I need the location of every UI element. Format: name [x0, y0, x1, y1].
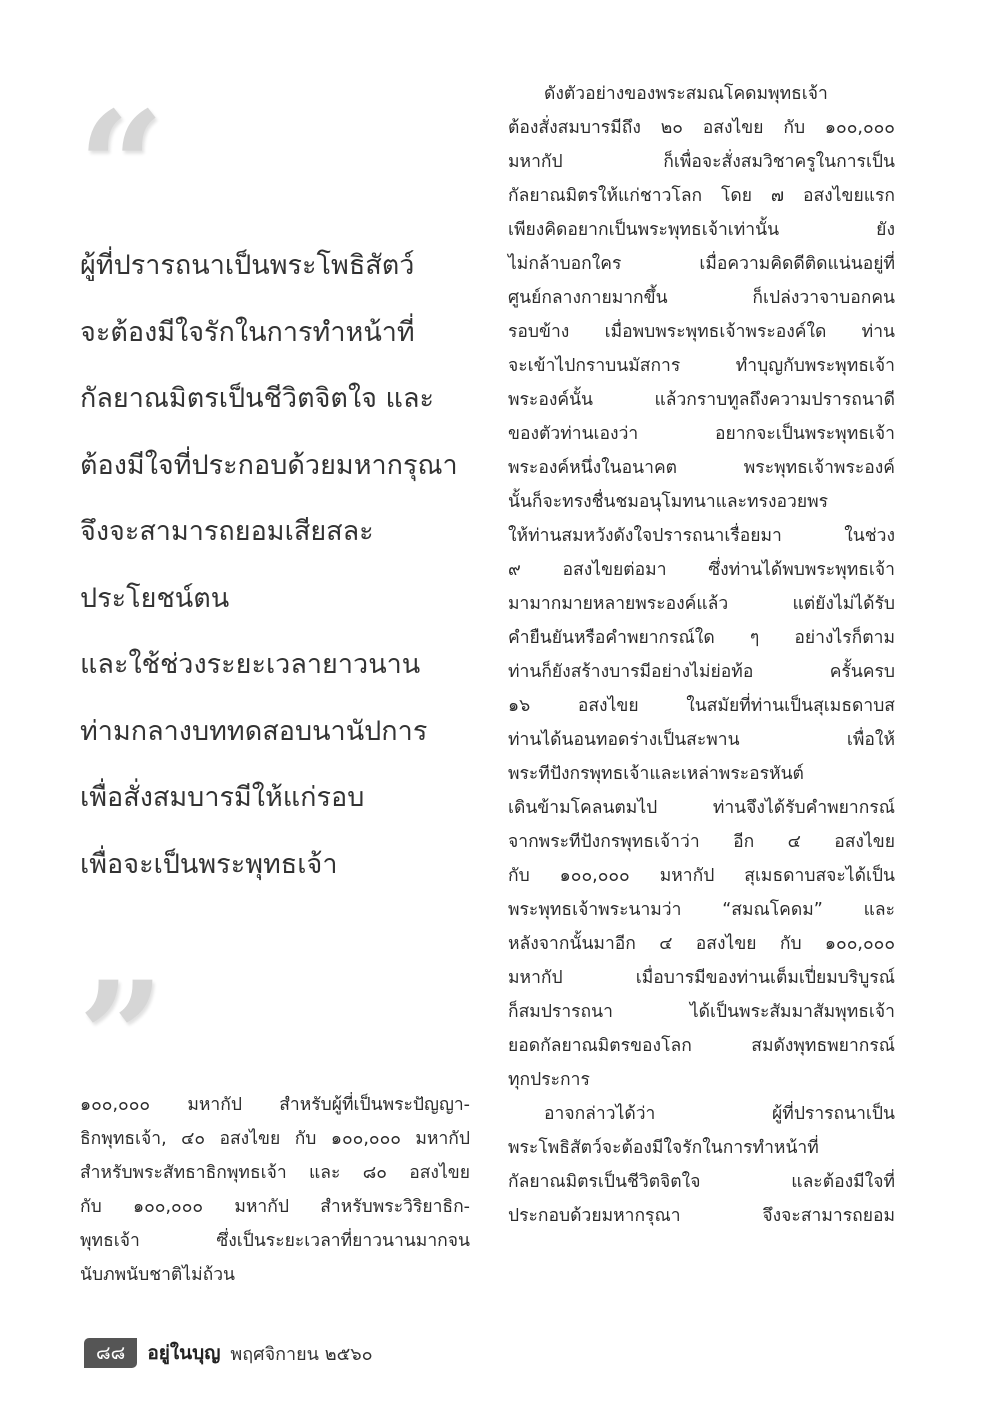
- body-line: มามากมายหลายพระองค์แล้ว แต่ยังไม่ได้รับ: [508, 594, 895, 614]
- pull-quote-line: ท่ามกลางบททดสอบนานัปการ: [80, 715, 428, 747]
- body-line: พระองค์นั้น แล้วกราบทูลถึงความปรารถนาดี: [508, 390, 895, 410]
- body-line: กับ ๑๐๐,๐๐๐ มหากัป สุเมธดาบสจะได้เป็น: [508, 866, 895, 886]
- body-line: ๙ อสงไขยต่อมา ซึ่งท่านได้พบพระพุทธเจ้า: [508, 560, 895, 580]
- pull-quote: [80, 233, 480, 898]
- body-line: ให้ท่านสมหวังดังใจปรารถนาเรื่อยมา ในช่วง: [508, 526, 895, 546]
- body-line: นั้นก็จะทรงชื่นชมอนุโมทนาและทรงอวยพร: [508, 492, 829, 512]
- body-line: ทุกประการ: [508, 1070, 590, 1090]
- pull-quote-line: ผู้ที่ปรารถนาเป็นพระโพธิสัตว์: [80, 250, 415, 281]
- pull-quote-line: ประโยชน์ตน: [80, 582, 230, 614]
- body-line: คำยืนยันหรือคำพยากรณ์ใด ๆ อย่างไรก็ตาม: [508, 628, 895, 648]
- body-line: ธิกพุทธเจ้า, ๔๐ อสงไขย กับ ๑๐๐,๐๐๐ มหากัป: [80, 1129, 470, 1149]
- body-line: พระทีปังกรพุทธเจ้าและเหล่าพระอรหันต์: [508, 764, 804, 784]
- page-footer: [84, 1336, 373, 1370]
- pull-quote-line: กัลยาณมิตรเป็นชีวิตจิตใจ และ: [80, 383, 434, 414]
- body-line: จากพระทีปังกรพุทธเจ้าว่า อีก ๔ อสงไขย: [508, 832, 895, 852]
- body-line: มหากัป เมื่อบารมีของท่านเต็มเปี่ยมบริบูรณ์: [508, 968, 895, 988]
- body-line: พระพุทธเจ้าพระนามว่า “สมณโคดม” และ: [508, 900, 895, 920]
- close-quote-mark: ”: [78, 949, 165, 1125]
- magazine-name: อยู่ในบุญ: [147, 1342, 221, 1364]
- body-line: เดินข้ามโคลนตมไป ท่านจึงได้รับคำพยากรณ์: [508, 798, 895, 818]
- body-line: ไม่กล้าบอกใคร เมื่อความคิดดีติดแน่นอยู่ที่: [508, 254, 895, 274]
- open-quote-mark: “: [78, 79, 165, 255]
- pull-quote-line: จึงจะสามารถยอมเสียสละ: [80, 516, 374, 547]
- body-line: รอบข้าง เมื่อพบพระพุทธเจ้าพระองค์ใด ท่าน: [508, 322, 895, 342]
- body-line: กัลยาณมิตรเป็นชีวิตจิตใจ และต้องมีใจที่: [508, 1172, 895, 1192]
- body-line: สำหรับพระสัทธาธิกพุทธเจ้า และ ๘๐ อสงไขย: [80, 1163, 470, 1183]
- body-line: พระองค์หนึ่งในอนาคต พระพุทธเจ้าพระองค์: [508, 458, 895, 478]
- body-line: ๑๐๐,๐๐๐ มหากัป สำหรับผู้ที่เป็นพระปัญญา-: [80, 1095, 470, 1115]
- body-line: พระโพธิสัตว์จะต้องมีใจรักในการทำหน้าที่: [508, 1138, 819, 1158]
- pull-quote-line: ต้องมีใจที่ประกอบด้วยมหากรุณา: [80, 449, 458, 481]
- pull-quote-line: และใช้ช่วงระยะเวลายาวนาน: [80, 649, 421, 680]
- body-line: จะเข้าไปกราบนมัสการ ทำบุญกับพระพุทธเจ้า: [508, 356, 895, 376]
- body-line: กัลยาณมิตรให้แก่ชาวโลก โดย ๗ อสงไขยแรก: [508, 186, 895, 206]
- body-line: ต้องสั่งสมบารมีถึง ๒๐ อสงไขย กับ ๑๐๐,๐๐๐: [508, 118, 895, 138]
- left-column-text: [80, 1088, 470, 1292]
- body-line: พุทธเจ้า ซึ่งเป็นระยะเวลาที่ยาวนานมากจน: [80, 1231, 470, 1251]
- body-line: อาจกล่าวได้ว่า ผู้ที่ปรารถนาเป็น: [544, 1104, 895, 1124]
- page-number-badge: ๘๘: [84, 1338, 137, 1368]
- body-line: ๑๖ อสงไขย ในสมัยที่ท่านเป็นสุเมธดาบส: [508, 696, 895, 716]
- body-line: ก็สมปรารถนา ได้เป็นพระสัมมาสัมพุทธเจ้า: [508, 1002, 895, 1022]
- body-line: มหากัป ก็เพื่อจะสั่งสมวิชาครูในการเป็น: [508, 152, 895, 172]
- body-line: กับ ๑๐๐,๐๐๐ มหากัป สำหรับพระวิริยาธิก-: [80, 1197, 470, 1217]
- body-line: ประกอบด้วยมหากรุณา จึงจะสามารถยอม: [508, 1206, 895, 1226]
- body-line: ท่านได้นอนทอดร่างเป็นสะพาน เพื่อให้: [508, 730, 895, 750]
- body-line: เพียงคิดอยากเป็นพระพุทธเจ้าเท่านั้น ยัง: [508, 220, 895, 240]
- body-line: ดังตัวอย่างของพระสมณโคดมพุทธเจ้า: [544, 84, 828, 104]
- issue-date: พฤศจิกายน ๒๕๖๐: [230, 1343, 373, 1365]
- pull-quote-line: เพื่อสั่งสมบารมีให้แก่รอบ: [80, 782, 365, 813]
- pull-quote-line: เพื่อจะเป็นพระพุทธเจ้า: [80, 848, 338, 880]
- body-line: ศูนย์กลางกายมากขึ้น ก็เปล่งวาจาบอกคน: [508, 288, 895, 308]
- body-line: ยอดกัลยาณมิตรของโลก สมดังพุทธพยากรณ์: [508, 1036, 895, 1056]
- body-line: ท่านก็ยังสร้างบารมีอย่างไม่ย่อท้อ ครั้นครบ: [508, 662, 895, 682]
- body-line: นับภพนับชาติไม่ถ้วน: [80, 1265, 236, 1285]
- body-line: หลังจากนั้นมาอีก ๔ อสงไขย กับ ๑๐๐,๐๐๐: [508, 934, 895, 954]
- pull-quote-line: จะต้องมีใจรักในการทำหน้าที่: [80, 316, 415, 348]
- body-line: ของตัวท่านเองว่า อยากจะเป็นพระพุทธเจ้า: [508, 424, 895, 444]
- right-column-text: [508, 77, 895, 1233]
